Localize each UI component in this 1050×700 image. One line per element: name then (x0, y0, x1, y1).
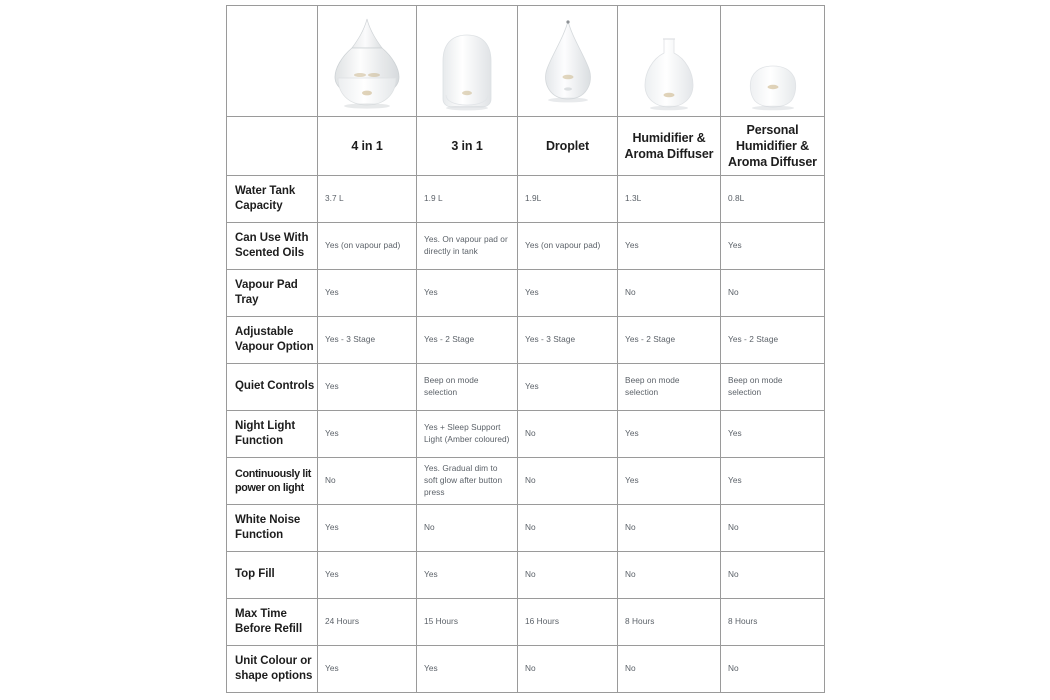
cell-value: No (525, 522, 536, 533)
product-name-cell-personal-humidifier-aroma-diffuser (721, 117, 825, 176)
cylinder-diffuser-icon (434, 23, 500, 115)
cell-value: Yes (325, 287, 339, 298)
feature-label: Adjustable Vapour Option (235, 325, 314, 353)
table-row (227, 317, 825, 364)
value-cell (721, 505, 825, 552)
cell-value: No (325, 475, 336, 486)
cell-value: 8 Hours (625, 616, 655, 627)
table-row (227, 364, 825, 411)
feature-label: Max Time Before Refill (235, 607, 303, 635)
value-cell (721, 411, 825, 458)
value-cell (417, 505, 518, 552)
value-cell (417, 599, 518, 646)
cell-value: Beep on mode selection (728, 375, 783, 397)
cell-value: 24 Hours (325, 616, 360, 627)
cell-value: No (525, 475, 536, 486)
feature-label: Continuously lit power on light (235, 467, 311, 494)
value-cell (618, 317, 721, 364)
feature-label-cell (227, 364, 318, 411)
cell-value: 15 Hours (424, 616, 459, 627)
cell-value: Yes (424, 287, 438, 298)
value-cell (721, 599, 825, 646)
value-cell (721, 223, 825, 270)
value-cell (518, 599, 618, 646)
feature-label-cell (227, 458, 318, 505)
value-cell (518, 505, 618, 552)
product-image-cell-3-in-1 (417, 6, 518, 117)
value-cell (518, 364, 618, 411)
value-cell (721, 646, 825, 693)
feature-label-cell (227, 176, 318, 223)
table-row (227, 176, 825, 223)
table-body (227, 6, 825, 693)
value-cell (417, 552, 518, 599)
cell-value: Yes - 2 Stage (625, 334, 676, 345)
cell-value: 1.9L (525, 193, 542, 204)
value-cell (721, 270, 825, 317)
value-cell (318, 411, 417, 458)
value-cell (318, 458, 417, 505)
product-name-cell-4-in-1 (318, 117, 417, 176)
value-cell (318, 270, 417, 317)
cell-value: Yes (728, 428, 742, 439)
cell-value: Yes (424, 663, 438, 674)
cell-value: 1.9 L (424, 193, 443, 204)
product-comparison-table (226, 5, 825, 693)
cell-value: No (424, 522, 435, 533)
corner-cell-empty (227, 6, 318, 117)
cell-value: Yes (625, 428, 639, 439)
value-cell (417, 317, 518, 364)
product-name-row (227, 117, 825, 176)
cell-value: No (625, 569, 636, 580)
cell-value: No (525, 663, 536, 674)
value-cell (618, 599, 721, 646)
feature-label: Top Fill (235, 568, 275, 581)
cell-value: No (525, 428, 536, 439)
product-image-cell-humidifier-aroma-diffuser (618, 6, 721, 117)
feature-label: Vapour Pad Tray (235, 278, 298, 306)
feature-label: Quiet Controls (235, 380, 315, 393)
cell-value: Yes. On vapour pad or directly in tank (424, 234, 508, 256)
table-row (227, 505, 825, 552)
cell-value: Beep on mode selection (625, 375, 680, 397)
value-cell (318, 317, 417, 364)
value-cell (417, 411, 518, 458)
cell-value: Yes (325, 522, 339, 533)
value-cell (318, 646, 417, 693)
value-cell (518, 646, 618, 693)
value-cell (518, 223, 618, 270)
value-cell (318, 599, 417, 646)
feature-label-cell (227, 505, 318, 552)
cell-value: Yes (625, 240, 639, 251)
product-image-cell-personal-humidifier-aroma-diffuser (721, 6, 825, 117)
cell-value: No (525, 569, 536, 580)
product-name-cell-3-in-1 (417, 117, 518, 176)
value-cell (721, 458, 825, 505)
value-cell (618, 270, 721, 317)
cell-value: Yes - 2 Stage (728, 334, 779, 345)
value-cell (518, 411, 618, 458)
table-row (227, 411, 825, 458)
bulb-diffuser-icon (638, 23, 700, 115)
cell-value: 3.7 L (325, 193, 344, 204)
cell-value: Yes (325, 569, 339, 580)
cell-value: Yes (525, 381, 539, 392)
cell-value: No (728, 663, 739, 674)
cell-value: No (625, 287, 636, 298)
feature-label-cell (227, 223, 318, 270)
product-name-label: Humidifier & Aroma Diffuser (624, 131, 714, 161)
value-cell (518, 317, 618, 364)
value-cell (618, 458, 721, 505)
cell-value: 8 Hours (728, 616, 758, 627)
teardrop-humidifier-icon (330, 15, 404, 115)
cell-value: Yes + Sleep Support Light (Amber coloured) (424, 422, 510, 444)
cell-value: Yes. Gradual dim to soft glow after button press (424, 463, 503, 497)
value-cell (721, 552, 825, 599)
value-cell (618, 646, 721, 693)
feature-label: White Noise Function (235, 513, 301, 541)
feature-label-cell (227, 646, 318, 693)
feature-label-cell (227, 270, 318, 317)
value-cell (518, 552, 618, 599)
cell-value: Yes (728, 475, 742, 486)
cell-value: 0.8L (728, 193, 745, 204)
table-row (227, 552, 825, 599)
value-cell (618, 505, 721, 552)
cell-value: Yes (on vapour pad) (525, 240, 601, 251)
feature-label-cell (227, 552, 318, 599)
feature-label-cell (227, 411, 318, 458)
cell-value: Yes (on vapour pad) (325, 240, 401, 251)
compact-diffuser-icon (738, 57, 808, 115)
value-cell (318, 505, 417, 552)
value-cell (417, 223, 518, 270)
product-name-label: Droplet (545, 139, 590, 153)
value-cell (618, 176, 721, 223)
value-cell (318, 223, 417, 270)
cell-value: Yes (625, 475, 639, 486)
cell-value: No (625, 663, 636, 674)
value-cell (721, 317, 825, 364)
value-cell (417, 646, 518, 693)
value-cell (618, 223, 721, 270)
cell-value: No (728, 569, 739, 580)
feature-label: Water Tank Capacity (235, 184, 296, 212)
product-image-cell-droplet (518, 6, 618, 117)
value-cell (417, 364, 518, 411)
feature-label-cell (227, 599, 318, 646)
cell-value: Yes (525, 287, 539, 298)
value-cell (518, 176, 618, 223)
value-cell (318, 552, 417, 599)
value-cell (618, 411, 721, 458)
cell-value: No (728, 522, 739, 533)
cell-value: 16 Hours (525, 616, 560, 627)
cell-value: Yes - 3 Stage (525, 334, 576, 345)
table-row (227, 270, 825, 317)
cell-value: No (625, 522, 636, 533)
value-cell (518, 270, 618, 317)
value-cell (318, 364, 417, 411)
feature-label: Unit Colour or shape options (235, 654, 313, 682)
cell-value: No (728, 287, 739, 298)
product-name-label: 3 in 1 (451, 139, 483, 153)
table-row (227, 458, 825, 505)
cell-value: Yes (728, 240, 742, 251)
feature-label: Can Use With Scented Oils (235, 231, 309, 259)
corner-cell-empty-2 (227, 117, 318, 176)
product-image-row (227, 6, 825, 117)
value-cell (618, 364, 721, 411)
cell-value: Yes (325, 663, 339, 674)
product-image-cell-4-in-1 (318, 6, 417, 117)
cell-value: Yes (325, 381, 339, 392)
cell-value: Beep on mode selection (424, 375, 479, 397)
feature-label: Night Light Function (235, 419, 296, 447)
product-name-cell-droplet (518, 117, 618, 176)
droplet-diffuser-icon (536, 15, 600, 115)
cell-value: 1.3L (625, 193, 642, 204)
product-name-label: 4 in 1 (351, 139, 383, 153)
value-cell (318, 176, 417, 223)
cell-value: Yes - 3 Stage (325, 334, 376, 345)
value-cell (618, 552, 721, 599)
product-name-label: Personal Humidifier & Aroma Diffuser (728, 123, 817, 169)
product-name-cell-humidifier-aroma-diffuser (618, 117, 721, 176)
value-cell (721, 176, 825, 223)
table-row (227, 599, 825, 646)
value-cell (417, 458, 518, 505)
cell-value: Yes (424, 569, 438, 580)
feature-label-cell (227, 317, 318, 364)
table-row (227, 223, 825, 270)
value-cell (518, 458, 618, 505)
value-cell (417, 270, 518, 317)
value-cell (721, 364, 825, 411)
cell-value: Yes - 2 Stage (424, 334, 475, 345)
table-row (227, 646, 825, 693)
value-cell (417, 176, 518, 223)
cell-value: Yes (325, 428, 339, 439)
